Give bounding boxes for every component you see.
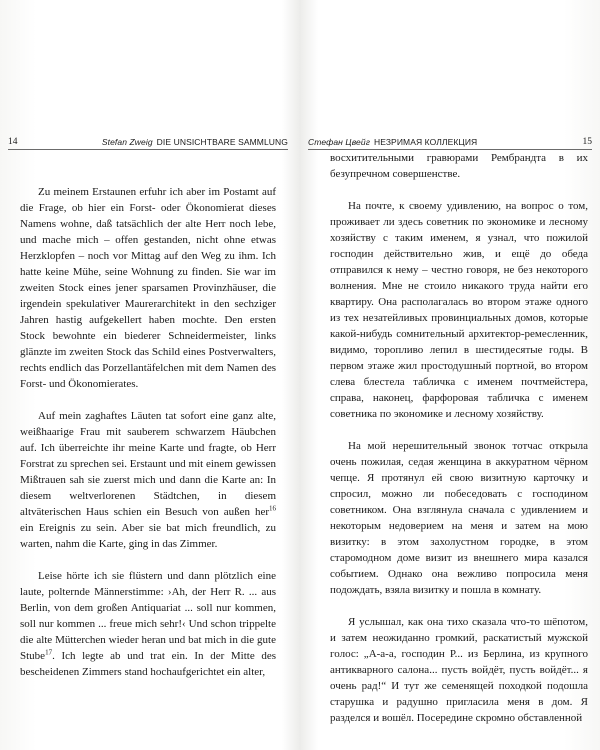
right-running-title xyxy=(308,135,477,149)
left-paragraph-3-text-b: . Ich legte ab und trat ein. In der Mitte des bescheidenen Zimmers stand hochaufgerichtet ein alter, xyxy=(20,650,276,678)
right-page-number: 15 xyxy=(582,137,592,147)
right-body-text xyxy=(330,150,588,726)
right-paragraph-2: На почте, к своему удивлению, на вопрос о том, проживает ли здесь советник по экономике и лесному хозяйству с таким именем, я узнал, что пожилой господин действительно жив, и ещё до обеда отправился к нему – честно говоря, не без некоторого волнения. Мне не стоило никакого труда найти его квартиру. Она располагалась во втором этаже одного из тех незатейливых провинциальных домов, которые какой-нибудь сомнительный архитектор-ремесленник, видимо, торопливо лепил в шестидесятые годы. В первом этаже жил простодушный портной, во втором слева блестела табличка с именем почтмейстера, справа, наконец, фарфоровая табличка с именем советника по экономике и лесному хозяйству. xyxy=(330,200,588,420)
left-paragraph-1 xyxy=(20,184,276,392)
right-page xyxy=(300,0,600,750)
right-paragraph-4: Я услышал, как она тихо сказала что-то шёпотом, и затем неожиданно громкий, раскатистый мужской голос: „А-а-а, господин Р... из Берлина, из крупного антикварного салона... пусть войдёт, пусть войдёт... я очень рад!“ И тут же семенящей походкой подошла старушка и радушно пригласила меня в дом. Я разделся и вошёл. Посередине скромно обставленной xyxy=(330,616,588,724)
left-page-number: 14 xyxy=(8,137,18,147)
right-running-head xyxy=(308,135,592,150)
left-running-head xyxy=(8,135,288,150)
left-paragraph-3-text-a: Leise hörte ich sie flüstern und dann plötzlich eine laute, polternde Männerstimme: ›Ah, der Herr R. ... aus Berlin, von dem großen Antiquariat ... soll nur kommen, soll nur kommen ... freue mich sehr!‹ Und schon trippelte die alte Mütterchen wieder heran und bat mich in die gute Stube xyxy=(20,570,276,662)
left-paragraph-3 xyxy=(20,568,276,680)
left-running-title xyxy=(102,135,288,149)
right-paragraph-3: На мой нерешительный звонок тотчас открыла очень пожилая, седая женщина в аккуратном чёрном чепце. Я протянул ей свою визитную карточку и спросил, можно ли побеседовать с господином советником. Она взглянула сначала с удивлением и некоторым недоверием на меня и затем на мою визитку: в этом захолустном городке, в этом старомодном доме визит из внешнего мира казался событием. Однако она вежливо попросила меня подождать, взяла визитку и пошла в комнату. xyxy=(330,440,588,596)
footnote-marker-16: 16 xyxy=(269,504,276,513)
footnote-marker-17: 17 xyxy=(45,648,53,657)
left-paragraph-1-text: Zu meinem Erstaunen erfuhr ich aber im Postamt auf die Frage, ob hier ein Forst- oder Ökonomierat dieses Namens wohne, daß tatsächlich der alte Herr noch lebe, und mache mich – offen gestanden, nicht ohne etwas Herzklopfen – noch vor Mittag auf den Weg zu ihm. Ich hatte keine Mühe, seine Wohnung zu finden. Sie war im zweiten Stock eines jener sparsamen Provinzhäuser, die irgendein spekulativer Maurerarchitekt in den sechziger Jahren hastig aufgekellert haben mochte. Den ersten Stock bewohnte ein biederer Schneidermeister, links glänzte im zweiten Stock das Schild eines Postverwalters, rechts endlich das Porzellantäfelchen mit dem Namen des Forst- und Ökonomierates. xyxy=(20,186,276,390)
right-running-author: Стефан Цвейг xyxy=(308,137,370,147)
left-body-text xyxy=(20,184,276,680)
left-paragraph-2-text-b: ein Ereignis zu sein. Aber sie bat mich freundlich, zu warten, nahm die Karte, ging in das Zimmer. xyxy=(20,522,276,550)
right-running-book-title: НЕЗРИМАЯ КОЛЛЕКЦИЯ xyxy=(374,137,478,147)
left-running-book-title: DIE UNSICHTBARE SAMMLUNG xyxy=(156,137,288,147)
left-running-author: Stefan Zweig xyxy=(101,137,153,147)
left-paragraph-2 xyxy=(20,408,276,552)
left-paragraph-2-text-a: Auf mein zaghaftes Läuten tat sofort eine ganz alte, weißhaarige Frau mit sauberem schwarzem Häubchen auf. Ich überreichte ihr meine Karte und fragte, ob Herr Forstrat zu sprechen sei. Erstaunt und mit einem gewissen Mißtrauen sah sie zuerst mich und dann die Karte an: In diesem weltverlorenen Städtchen, in diesem altväterischen Haus schien ein Besuch von außen her xyxy=(20,410,276,518)
right-paragraph-1: восхитительными гравюрами Рембрандта в их безупречном совершенстве. xyxy=(330,152,588,180)
